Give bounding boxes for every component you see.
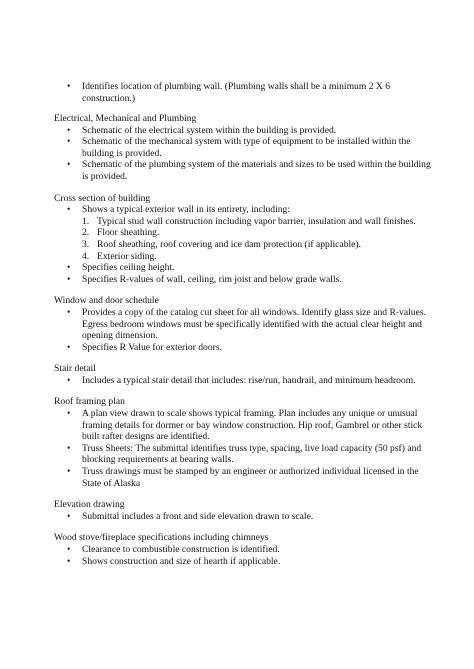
numbered-item-text: Typical stud wall construction including vapor barrier, insulation and wall finishes. bbox=[97, 215, 416, 227]
list-item bbox=[54, 274, 434, 286]
numbered-item-text: Roof sheathing, roof covering and ice dam protection (if applicable). bbox=[97, 238, 362, 250]
item-number: 2. bbox=[82, 227, 90, 239]
list-item-text: Truss drawings must be stamped by an engineer or authorized individual licensed in the State of Alaska bbox=[82, 466, 419, 489]
sections-container bbox=[54, 113, 434, 577]
section-heading: Roof framing plan bbox=[54, 396, 125, 408]
bullet-list bbox=[54, 125, 434, 183]
list-item bbox=[54, 443, 434, 466]
section bbox=[54, 295, 434, 353]
list-item-text: Schematic of the plumbing system of the materials and sizes to be used within the building is provided. bbox=[82, 159, 431, 182]
list-item-text: Clearance to combustible construction is identified. bbox=[82, 544, 280, 555]
list-item bbox=[54, 375, 434, 387]
bullet-list bbox=[54, 408, 434, 489]
section bbox=[54, 532, 434, 567]
list-item-text: Schematic of the electrical system within the building is provided. bbox=[82, 124, 337, 136]
section bbox=[54, 363, 434, 386]
bullet-list bbox=[54, 307, 434, 353]
section-heading: Stair detail bbox=[54, 363, 96, 375]
section bbox=[54, 113, 434, 183]
list-item-text: Specifies R-values of wall, ceiling, rim joist and below grade walls. bbox=[82, 273, 342, 285]
item-number: 3. bbox=[82, 238, 90, 250]
list-item bbox=[54, 262, 434, 274]
list-item bbox=[54, 408, 434, 443]
numbered-item bbox=[54, 216, 434, 228]
bullet-list bbox=[54, 375, 434, 387]
list-item bbox=[54, 544, 434, 556]
list-item bbox=[54, 466, 434, 489]
numbered-list bbox=[54, 216, 434, 262]
list-item bbox=[54, 511, 434, 523]
list-item-text: Shows a typical exterior wall in its entirety, including: bbox=[82, 204, 290, 216]
numbered-item bbox=[54, 239, 434, 251]
list-item-text: Specifies ceiling height. bbox=[82, 262, 175, 274]
list-item-text: Specifies R Value for exterior doors. bbox=[82, 341, 222, 353]
list-item bbox=[54, 204, 434, 216]
section-heading: Cross section of building bbox=[54, 192, 151, 204]
section bbox=[54, 193, 434, 286]
list-item-text: Truss Sheets: The submittal identifies truss type, spacing, live load capacity (50 psf) and blocking requirements at bearing walls. bbox=[82, 442, 422, 466]
list-item-text: Shows construction and size of hearth if applicable. bbox=[82, 555, 281, 567]
item-number: 1. bbox=[82, 215, 90, 227]
list-item bbox=[54, 307, 434, 342]
section-heading: Electrical, Mechanical and Plumbing bbox=[54, 113, 197, 124]
list-item-text: Schematic of the mechanical system with type of equipment to be installed within the building is provided. bbox=[82, 136, 411, 159]
numbered-item-text: Floor sheathing. bbox=[97, 227, 160, 239]
list-item-text: A plan view drawn to scale shows typical framing. Plan includes any unique or unusual framing details for dormer or bay window construction. Hip roof, Gambrel or other stick built rafter designs are identified. bbox=[82, 408, 423, 443]
list-item-text: Includes a typical stair detail that includes: rise/run, handrail, and minimum headroom. bbox=[82, 374, 416, 386]
section-heading: Window and door schedule bbox=[54, 295, 159, 307]
list-item-text: Provides a copy of the catalog cut sheet for all windows. Identify glass size and R-values. Egress bedroom windows must be specifically identified with the actual clear height and opening dimension. bbox=[82, 306, 426, 342]
list-item bbox=[54, 159, 434, 182]
section bbox=[54, 499, 434, 522]
item-number: 4. bbox=[82, 250, 90, 262]
numbered-item bbox=[54, 251, 434, 263]
list-item: • Identifies location of plumbing wall. (Plumbing walls shall be a minimum 2 X 6 construction.) bbox=[54, 81, 434, 104]
list-item bbox=[54, 342, 434, 354]
bullet-list bbox=[54, 511, 434, 523]
section-heading: Elevation drawing bbox=[54, 499, 125, 511]
list-item bbox=[54, 136, 434, 159]
numbered-item-text: Exterior siding. bbox=[97, 250, 157, 262]
bullet-list bbox=[54, 544, 434, 567]
list-item bbox=[54, 125, 434, 137]
section-heading: Wood stove/fireplace specifications including chimneys bbox=[54, 532, 269, 544]
numbered-item bbox=[54, 227, 434, 239]
list-item bbox=[54, 556, 434, 568]
section bbox=[54, 396, 434, 489]
list-item-text: Submittal includes a front and side elevation drawn to scale. bbox=[82, 510, 314, 522]
bullet-list bbox=[54, 204, 434, 285]
top-bullet-list bbox=[54, 81, 434, 104]
